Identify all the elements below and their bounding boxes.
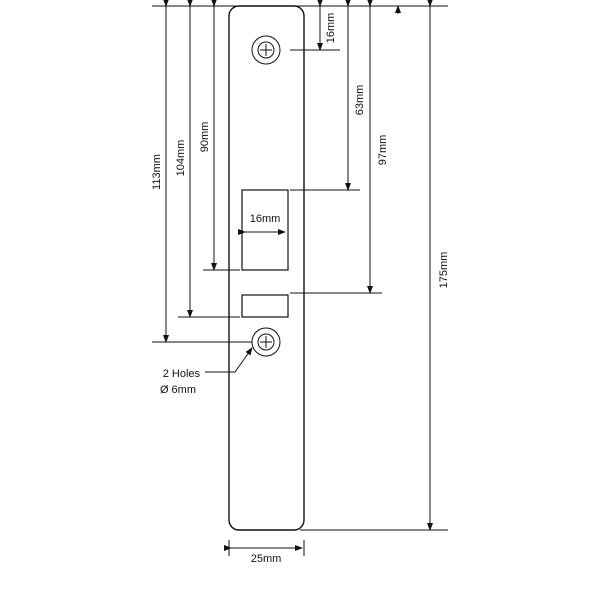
hole-note-line2: Ø 6mm (159, 384, 196, 396)
dim-slot-bottom (175, 6, 190, 317)
dim-slot-bottom-label: 104mm (175, 139, 187, 177)
dim-bottom-hole (151, 6, 166, 342)
dim-window-bottom-label: 90mm (199, 121, 211, 153)
deadbolt-slot (242, 295, 288, 317)
dim-window-bottom (199, 6, 214, 270)
window-width-label: 16mm (249, 213, 281, 225)
dim-bottom-hole-label: 113mm (151, 154, 163, 190)
dim-overall-length-label: 175mm (438, 251, 450, 289)
latch-window (242, 190, 288, 270)
dim-width (229, 540, 304, 565)
dim-cutout-bottom (370, 6, 389, 293)
dim-cutout-top (348, 6, 366, 190)
dim-top-hole (320, 6, 337, 50)
dim-width-label: 25mm (250, 553, 282, 565)
dim-overall-length (430, 6, 450, 530)
dim-cutout-top-label: 63mm (354, 84, 366, 116)
hole-note-line1: 2 Holes (162, 368, 200, 380)
dim-top-hole-label: 16mm (325, 12, 337, 44)
dim-cutout-bottom-label: 97mm (377, 134, 389, 166)
